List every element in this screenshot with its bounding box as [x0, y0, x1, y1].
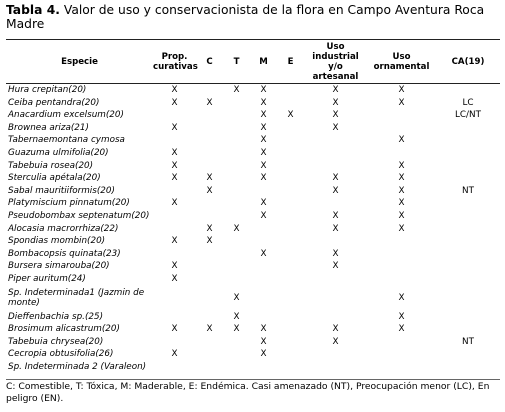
- value-cell: [250, 223, 277, 236]
- table-row: [6, 109, 500, 122]
- table-row: [6, 185, 500, 198]
- value-cell: [250, 361, 277, 374]
- species-cell: Alocasia macrorrhiza(22): [8, 223, 119, 234]
- value-cell: [436, 210, 500, 223]
- value-cell: [304, 235, 367, 248]
- value-cell: X: [171, 236, 178, 247]
- species-cell: Dieffenbachia sp.(25): [8, 311, 104, 322]
- value-cell: X: [260, 122, 267, 133]
- value-cell: X: [398, 135, 405, 146]
- table-row: [6, 160, 500, 173]
- column-header: Prop. curativas: [153, 41, 196, 84]
- species-cell: Hura crepitan(20): [8, 85, 87, 95]
- value-cell: [223, 248, 250, 261]
- value-cell: [223, 235, 250, 248]
- value-cell: X: [260, 135, 267, 146]
- column-header: Uso industrial y/o artesanal: [304, 41, 367, 84]
- column-header: Especie: [6, 41, 153, 84]
- value-cell: [436, 122, 500, 135]
- value-cell: [367, 336, 436, 349]
- value-cell: [196, 311, 223, 324]
- species-cell: Platymiscium pinnatum(20): [8, 198, 130, 209]
- value-cell: X: [206, 223, 213, 234]
- value-cell: [436, 235, 500, 248]
- value-cell: [250, 286, 277, 311]
- species-cell: Pseudobombax septenatum(20): [8, 210, 150, 221]
- column-header: M: [250, 41, 277, 84]
- value-cell: X: [233, 85, 240, 95]
- value-cell: [196, 210, 223, 223]
- value-cell: [436, 311, 500, 324]
- value-cell: X: [332, 185, 339, 196]
- value-cell: [277, 248, 304, 261]
- value-cell: [436, 260, 500, 273]
- species-cell: Anacardium excelsum(20): [8, 110, 124, 121]
- value-cell: [367, 147, 436, 160]
- value-cell: LC/NT: [455, 110, 481, 121]
- value-cell: [223, 147, 250, 160]
- value-cell: [436, 248, 500, 261]
- table-row: [6, 323, 500, 336]
- table-header-row: [6, 41, 500, 84]
- value-cell: X: [171, 85, 178, 95]
- value-cell: [153, 185, 196, 198]
- species-cell: Spondias mombin(20): [8, 236, 106, 247]
- value-cell: [277, 260, 304, 273]
- value-cell: [250, 311, 277, 324]
- value-cell: X: [206, 236, 213, 247]
- value-cell: [223, 160, 250, 173]
- species-cell: Sabal mauritiiformis(20): [8, 185, 115, 196]
- value-cell: [436, 147, 500, 160]
- value-cell: [196, 336, 223, 349]
- table-wrap: [6, 41, 500, 373]
- value-cell: [277, 160, 304, 173]
- value-cell: [277, 84, 304, 97]
- table-row: [6, 348, 500, 361]
- value-cell: X: [398, 85, 405, 95]
- column-header: C: [196, 41, 223, 84]
- value-cell: [196, 286, 223, 311]
- value-cell: [367, 248, 436, 261]
- value-cell: X: [332, 97, 339, 108]
- column-header: Uso ornamental: [367, 41, 436, 84]
- value-cell: NT: [462, 185, 474, 196]
- value-cell: X: [332, 210, 339, 221]
- value-cell: NT: [462, 336, 474, 347]
- species-cell: Guazuma ulmifolia(20): [8, 147, 109, 158]
- species-cell: Tabebuia chrysea(20): [8, 336, 104, 347]
- value-cell: X: [332, 261, 339, 272]
- species-cell: Bombacopsis quinata(23): [8, 248, 121, 259]
- value-cell: [304, 147, 367, 160]
- species-cell: Sp. Indeterminada1 (Jazmin de monte): [8, 287, 145, 308]
- value-cell: [277, 336, 304, 349]
- value-cell: X: [260, 210, 267, 221]
- value-cell: X: [332, 110, 339, 121]
- value-cell: X: [260, 324, 267, 335]
- value-cell: [277, 361, 304, 374]
- species-cell: Ceiba pentandra(20): [8, 97, 100, 108]
- value-cell: [196, 134, 223, 147]
- value-cell: X: [398, 210, 405, 221]
- value-cell: X: [206, 324, 213, 335]
- value-cell: [436, 134, 500, 147]
- table-row: [6, 97, 500, 110]
- value-cell: [304, 273, 367, 286]
- value-cell: X: [171, 349, 178, 360]
- value-cell: [436, 273, 500, 286]
- column-header: E: [277, 41, 304, 84]
- value-cell: [223, 197, 250, 210]
- table-row: [6, 223, 500, 236]
- value-cell: [436, 323, 500, 336]
- value-cell: X: [398, 173, 405, 184]
- value-cell: [277, 273, 304, 286]
- value-cell: LC: [462, 97, 474, 108]
- value-cell: X: [260, 198, 267, 209]
- value-cell: [223, 109, 250, 122]
- value-cell: [153, 109, 196, 122]
- value-cell: [277, 197, 304, 210]
- value-cell: [277, 348, 304, 361]
- value-cell: [304, 160, 367, 173]
- value-cell: [153, 361, 196, 374]
- value-cell: X: [260, 147, 267, 158]
- value-cell: X: [171, 147, 178, 158]
- value-cell: [304, 134, 367, 147]
- value-cell: X: [260, 160, 267, 171]
- value-cell: X: [171, 273, 178, 284]
- value-cell: X: [260, 173, 267, 184]
- value-cell: X: [398, 198, 405, 209]
- table-row: [6, 361, 500, 374]
- value-cell: X: [332, 336, 339, 347]
- value-cell: [304, 311, 367, 324]
- value-cell: X: [171, 97, 178, 108]
- table-row: [6, 311, 500, 324]
- value-cell: [367, 348, 436, 361]
- value-cell: [223, 97, 250, 110]
- species-cell: Sterculia apétala(20): [8, 173, 101, 184]
- value-cell: X: [171, 198, 178, 209]
- value-cell: X: [398, 97, 405, 108]
- value-cell: [277, 172, 304, 185]
- value-cell: [223, 210, 250, 223]
- table-row: [6, 286, 500, 311]
- caption-text: Valor de uso y conservacionista de la flora en Campo Aventura Roca Madre: [6, 3, 485, 31]
- value-cell: [367, 235, 436, 248]
- value-cell: X: [398, 311, 405, 322]
- value-cell: X: [332, 324, 339, 335]
- value-cell: [436, 348, 500, 361]
- value-cell: X: [233, 311, 240, 322]
- value-cell: [367, 361, 436, 374]
- value-cell: X: [206, 185, 213, 196]
- value-cell: [196, 84, 223, 97]
- value-cell: X: [332, 248, 339, 259]
- value-cell: [196, 248, 223, 261]
- value-cell: [223, 260, 250, 273]
- value-cell: X: [233, 292, 240, 303]
- species-cell: Cecropia obtusifolia(26): [8, 349, 114, 360]
- table-row: [6, 172, 500, 185]
- value-cell: [304, 361, 367, 374]
- value-cell: [436, 361, 500, 374]
- value-cell: [277, 122, 304, 135]
- value-cell: X: [332, 223, 339, 234]
- species-cell: Piper auritum(24): [8, 273, 86, 284]
- value-cell: [277, 235, 304, 248]
- value-cell: [196, 109, 223, 122]
- value-cell: [196, 197, 223, 210]
- value-cell: X: [398, 292, 405, 303]
- table-row: [6, 336, 500, 349]
- value-cell: [367, 273, 436, 286]
- value-cell: X: [171, 173, 178, 184]
- table-body: [6, 84, 500, 374]
- value-cell: X: [398, 324, 405, 335]
- flora-use-table: [6, 41, 500, 373]
- table-row: [6, 235, 500, 248]
- value-cell: [196, 361, 223, 374]
- value-cell: X: [171, 324, 178, 335]
- value-cell: [367, 122, 436, 135]
- table-row: [6, 134, 500, 147]
- value-cell: [277, 311, 304, 324]
- value-cell: [196, 147, 223, 160]
- species-cell: Tabebuia rosea(20): [8, 160, 94, 171]
- value-cell: X: [260, 336, 267, 347]
- table-row: [6, 84, 500, 97]
- value-cell: [196, 160, 223, 173]
- value-cell: X: [260, 248, 267, 259]
- value-cell: [196, 122, 223, 135]
- value-cell: [223, 122, 250, 135]
- value-cell: [250, 273, 277, 286]
- value-cell: [367, 260, 436, 273]
- table-caption: [6, 3, 501, 31]
- value-cell: X: [332, 173, 339, 184]
- value-cell: [304, 348, 367, 361]
- value-cell: [153, 286, 196, 311]
- value-cell: [277, 210, 304, 223]
- table-row: [6, 248, 500, 261]
- value-cell: [223, 185, 250, 198]
- table-bottom-rule: [6, 379, 500, 380]
- value-cell: [223, 336, 250, 349]
- table-row: [6, 260, 500, 273]
- value-cell: X: [260, 97, 267, 108]
- value-cell: X: [332, 122, 339, 133]
- species-cell: Brosimum alicastrum(20): [8, 324, 120, 335]
- species-cell: Sp. Indeterminada 2 (Varaleon): [8, 361, 147, 372]
- value-cell: [196, 273, 223, 286]
- column-header: CA(19): [436, 41, 500, 84]
- table-row: [6, 273, 500, 286]
- value-cell: [436, 160, 500, 173]
- value-cell: X: [398, 223, 405, 234]
- value-cell: [196, 260, 223, 273]
- value-cell: X: [171, 122, 178, 133]
- value-cell: [277, 134, 304, 147]
- table-row: [6, 122, 500, 135]
- value-cell: X: [233, 223, 240, 234]
- value-cell: [436, 286, 500, 311]
- value-cell: [223, 172, 250, 185]
- value-cell: X: [398, 160, 405, 171]
- value-cell: X: [398, 185, 405, 196]
- value-cell: [250, 235, 277, 248]
- value-cell: [436, 172, 500, 185]
- value-cell: [436, 223, 500, 236]
- species-cell: Bursera simarouba(20): [8, 261, 110, 272]
- value-cell: X: [287, 110, 294, 121]
- table-row: [6, 197, 500, 210]
- value-cell: X: [206, 97, 213, 108]
- value-cell: [277, 323, 304, 336]
- value-cell: [153, 210, 196, 223]
- value-cell: X: [206, 173, 213, 184]
- table-row: [6, 147, 500, 160]
- value-cell: [304, 286, 367, 311]
- value-cell: X: [171, 261, 178, 272]
- value-cell: X: [332, 85, 339, 95]
- value-cell: [277, 97, 304, 110]
- value-cell: X: [260, 349, 267, 360]
- value-cell: [277, 223, 304, 236]
- value-cell: [153, 311, 196, 324]
- value-cell: [436, 84, 500, 97]
- value-cell: X: [260, 85, 267, 95]
- value-cell: [223, 348, 250, 361]
- table-footnote: C: Comestible, T: Tóxica, M: Maderable, E: Endémica. Casi amenazado (NT), Preocupación menor (LC), En peligro (EN).: [6, 381, 490, 404]
- species-cell: Tabernaemontana cymosa: [8, 135, 125, 146]
- column-header: T: [223, 41, 250, 84]
- value-cell: [304, 197, 367, 210]
- value-cell: [250, 260, 277, 273]
- value-cell: [277, 286, 304, 311]
- value-cell: [277, 185, 304, 198]
- value-cell: [153, 248, 196, 261]
- value-cell: [223, 361, 250, 374]
- table-row: [6, 210, 500, 223]
- value-cell: [250, 185, 277, 198]
- value-cell: [153, 134, 196, 147]
- value-cell: [196, 348, 223, 361]
- value-cell: [436, 197, 500, 210]
- value-cell: [277, 147, 304, 160]
- value-cell: [153, 336, 196, 349]
- table-top-rule: [6, 39, 500, 40]
- species-cell: Brownea ariza(21): [8, 122, 89, 133]
- value-cell: [367, 109, 436, 122]
- value-cell: X: [233, 324, 240, 335]
- value-cell: [223, 273, 250, 286]
- caption-label: Tabla 4.: [6, 3, 60, 17]
- value-cell: [223, 134, 250, 147]
- value-cell: X: [260, 110, 267, 121]
- value-cell: X: [171, 160, 178, 171]
- value-cell: [153, 223, 196, 236]
